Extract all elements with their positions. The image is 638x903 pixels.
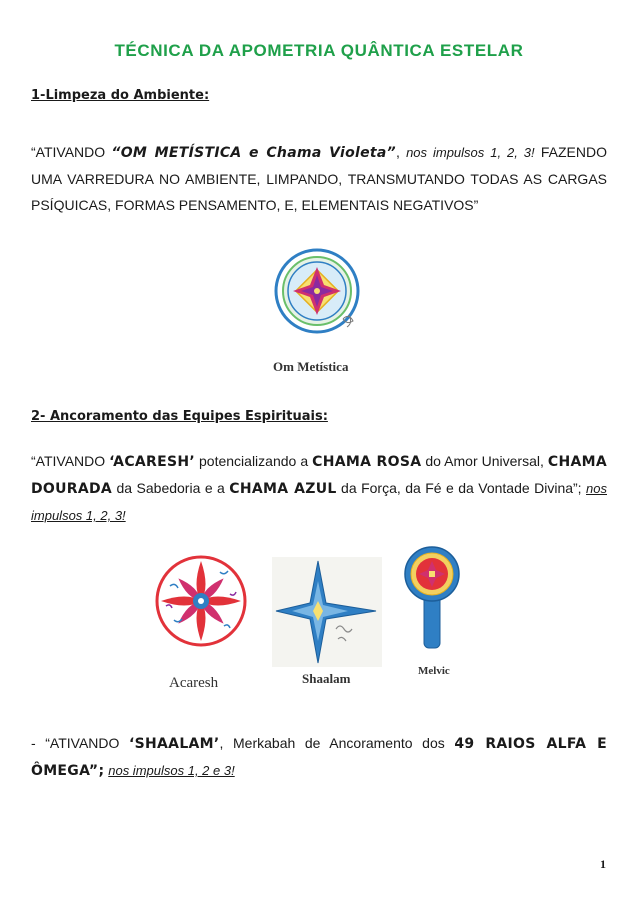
figure-caption-om-metistica: Om Metística [273, 359, 349, 374]
text-run: da Força, da Fé e da Vontade Divina”; [336, 480, 587, 496]
text-run: “ATIVANDO [31, 453, 110, 469]
text-run-bold: CHAMA DOURADA [31, 454, 607, 497]
text-run-bold: ‘ACARESH’ [109, 454, 195, 470]
text-run-bold: CHAMA ROSA [312, 454, 422, 470]
text-run-bold: “OM METÍSTICA e Chama Violeta” [111, 145, 396, 161]
text-run: , Merkabah de Ancoramento dos [219, 735, 455, 751]
text-run: “ATIVANDO [31, 144, 112, 160]
text-run: - “ATIVANDO [31, 735, 130, 751]
text-run: do Amor Universal, [421, 453, 548, 469]
acaresh-image [154, 554, 248, 648]
shaalam-image-frame [272, 557, 382, 667]
om-metistica-image [271, 245, 371, 345]
text-run: FAZENDO UMA VARREDURA NO AMBIENTE, LIMPANDO, TRANSMUTANDO TODAS AS CARGAS PSÍQUICAS, FORMAS PENSAMENTO, E, ELEMENTAIS NEGATIVOS” [31, 144, 607, 213]
text-run: da Sabedoria e a [112, 480, 230, 496]
section-heading-2: 2- Ancoramento das Equipes Espirituais: [31, 409, 328, 424]
text-run-italic: nos impulsos 1, 2, 3! [406, 145, 535, 160]
text-run-bold: CHAMA AZUL [229, 481, 337, 497]
shaalam-image [272, 557, 382, 667]
text-run-italic-underline: nos impulsos 1, 2, 3! [31, 481, 607, 523]
melvic-image [396, 544, 468, 654]
page-title: TÉCNICA DA APOMETRIA QUÂNTICA ESTELAR [114, 41, 524, 60]
paragraph-1 [31, 139, 607, 218]
text-run-italic-underline: nos impulsos 1, 2 e 3! [108, 763, 235, 778]
figure-caption-acaresh: Acaresh [169, 675, 219, 691]
text-run: , [395, 144, 407, 160]
text-run: potencializando a [195, 453, 313, 469]
paragraph-3 [31, 730, 607, 784]
page-number: 1 [600, 857, 606, 871]
figure-caption-shaalam: Shaalam [302, 671, 351, 686]
figure-caption-melvic: Melvic [418, 665, 450, 677]
text-run-bold: ‘SHAALAM’ [129, 736, 220, 752]
paragraph-2 [31, 448, 607, 529]
text-run-bold: 49 RAIOS ALFA E ÔMEGA”; [31, 736, 608, 779]
section-heading-1: 1-Limpeza do Ambiente: [31, 88, 210, 103]
